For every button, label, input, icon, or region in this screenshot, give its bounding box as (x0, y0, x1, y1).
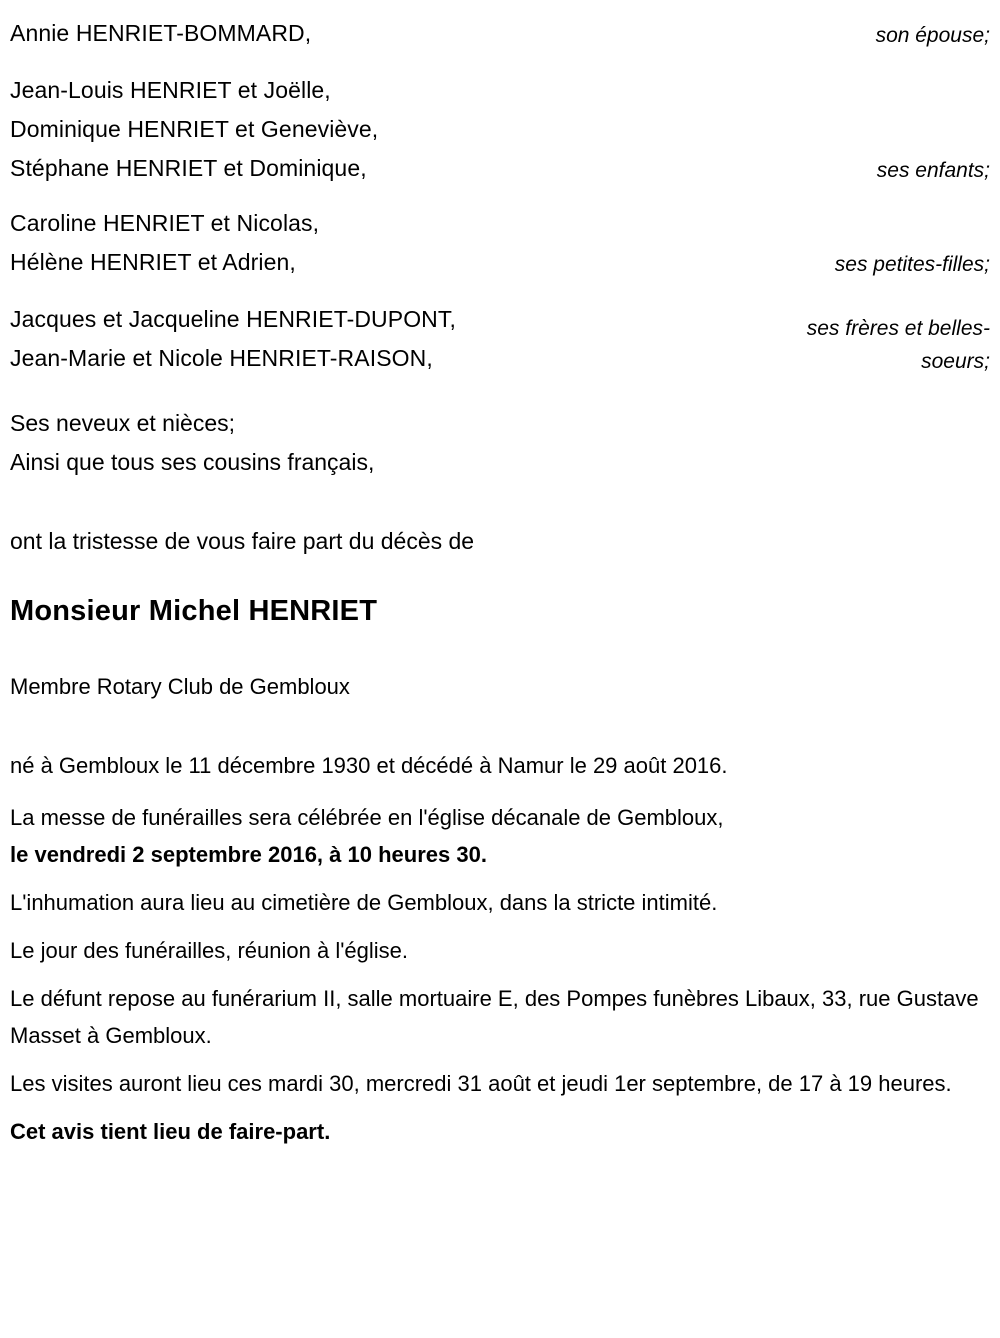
name-list-grandchildren (10, 204, 618, 282)
deceased-membership: Membre Rotary Club de Gembloux (10, 674, 350, 699)
relation-label-spouse: son épouse; (875, 24, 990, 47)
relation-label-grandchildren: ses petites-filles; (834, 253, 990, 276)
name-line: Hélène HENRIET et Adrien, (10, 249, 296, 275)
name-list-siblings (10, 300, 618, 378)
name-list-children (10, 71, 618, 188)
mass-intro-paragraph: La messe de funérailles sera célébrée en l'église décanale de Gembloux, (10, 805, 724, 830)
name-line: Stéphane HENRIET et Dominique, (10, 155, 367, 181)
mass-datetime-paragraph: le vendredi 2 septembre 2016, à 10 heures 30. (10, 842, 487, 867)
visits-paragraph: Les visites auront lieu ces mardi 30, mercredi 31 août et jeudi 1er septembre, de 17 à 19 heures. (10, 1071, 952, 1096)
name-line: Annie HENRIET-BOMMARD, (10, 20, 312, 46)
extended-family-line: Ainsi que tous ses cousins français, (10, 449, 375, 475)
deceased-name: Monsieur Michel HENRIET (10, 595, 378, 627)
relation-label-line: soeurs; (921, 350, 990, 373)
name-line: Dominique HENRIET et Geneviève, (10, 116, 379, 142)
name-line: Jacques et Jacqueline HENRIET-DUPONT, (10, 306, 456, 332)
birth-death-line: né à Gembloux le 11 décembre 1930 et décédé à Namur le 29 août 2016. (10, 753, 728, 778)
extended-family-block (10, 404, 990, 482)
gathering-paragraph: Le jour des funérailles, réunion à l'église. (10, 938, 408, 963)
name-line: Jean-Louis HENRIET et Joëlle, (10, 77, 331, 103)
relation-group-children (10, 71, 990, 188)
relation-label-line: ses frères et belles- (806, 317, 990, 340)
extended-family-line: Ses neveux et nièces; (10, 410, 236, 436)
announcement-line: ont la tristesse de vous faire part du décès de (10, 528, 475, 554)
name-list-spouse (10, 14, 618, 53)
relation-label-children: ses enfants; (876, 159, 990, 182)
repose-paragraph: Le défunt repose au funérarium II, salle mortuaire E, des Pompes funèbres Libaux, 33, rue Gustave Masset à Gembloux. (10, 986, 979, 1048)
name-line: Jean-Marie et Nicole HENRIET-RAISON, (10, 345, 433, 371)
burial-paragraph: L'inhumation aura lieu au cimetière de Gembloux, dans la stricte intimité. (10, 890, 718, 915)
relation-group-grandchildren (10, 204, 990, 282)
closing-statement: Cet avis tient lieu de faire-part. (10, 1119, 331, 1144)
relation-label-siblings (618, 312, 990, 378)
relation-group-spouse (10, 14, 990, 53)
name-line: Caroline HENRIET et Nicolas, (10, 210, 320, 236)
relation-group-siblings (10, 300, 990, 378)
